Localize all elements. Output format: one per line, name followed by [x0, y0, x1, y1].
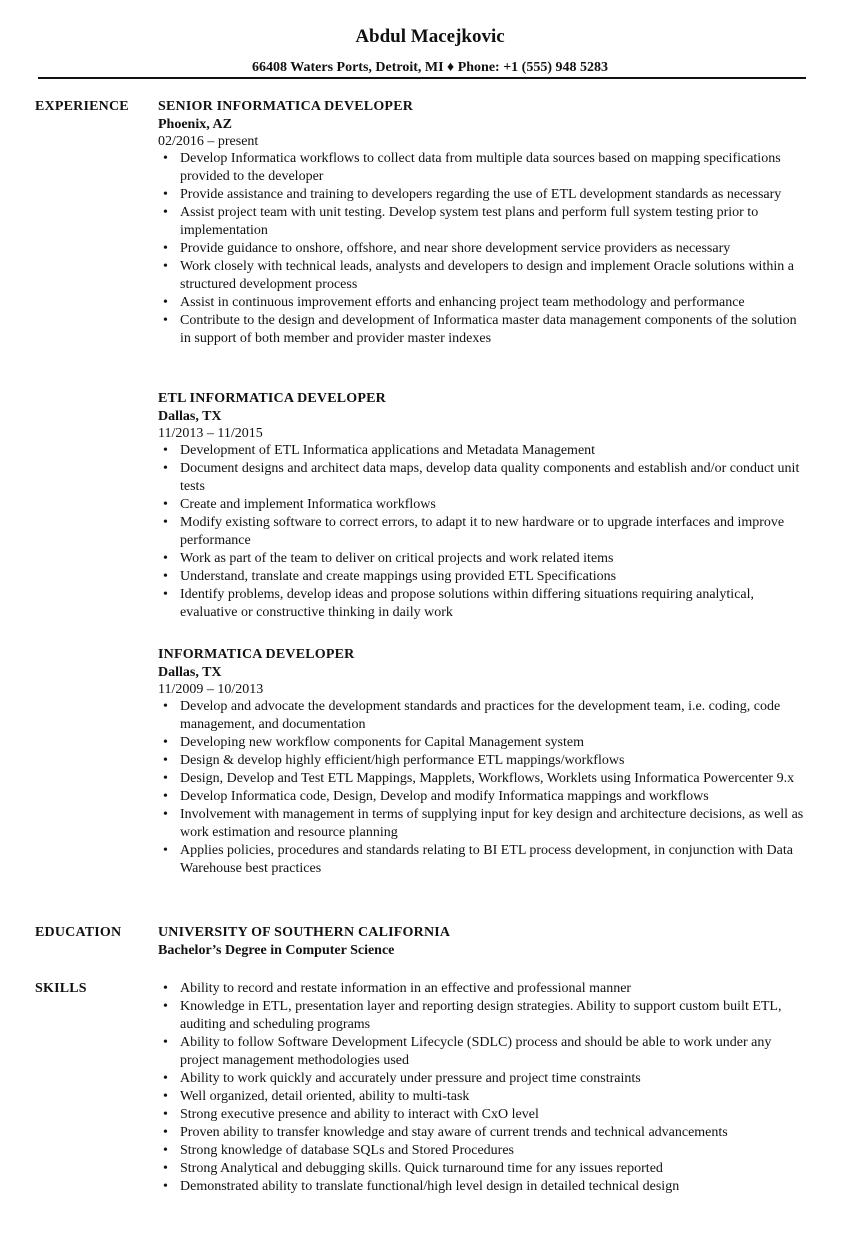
candidate-name: Abdul Macejkovic	[355, 26, 505, 47]
list-item: • Provide assistance and training to developers regarding the use of ETL development standards as necessary	[158, 186, 808, 204]
job-dates: 02/2016 – present	[158, 134, 259, 149]
job-entry	[158, 98, 808, 348]
list-item: • Applies policies, procedures and standards relating to BI ETL process development, in conjunction with Data Warehouse best practices	[158, 842, 808, 878]
list-item: • Involvement with management in terms of supplying input for key design and architecture decisions, as well as work estimation and resource planning	[158, 806, 808, 842]
list-item: • Develop Informatica workflows to collect data from multiple data sources based on mapping specifications provided to the developer	[158, 150, 808, 186]
list-item: • Develop Informatica code, Design, Develop and modify Informatica mappings and workflows	[158, 788, 808, 806]
job-title: INFORMATICA DEVELOPER	[158, 647, 355, 662]
list-item: • Strong Analytical and debugging skills. Quick turnaround time for any issues reported	[158, 1160, 808, 1178]
section-label-education: EDUCATION	[35, 925, 122, 940]
list-item: • Assist in continuous improvement efforts and enhancing project team methodology and performance	[158, 294, 808, 312]
list-item: • Provide guidance to onshore, offshore, and near shore development service providers as necessary	[158, 240, 808, 258]
list-item: • Design & develop highly efficient/high performance ETL mappings/workflows	[158, 752, 808, 770]
list-item: • Identify problems, develop ideas and propose solutions within differing situations requiring analytical, evaluative or constructive thinking in daily work	[158, 586, 808, 622]
list-item: • Demonstrated ability to translate functional/high level design in detailed technical design	[158, 1178, 808, 1196]
list-item: • Ability to follow Software Development Lifecycle (SDLC) process and should be able to work under any project management methodologies used	[158, 1034, 808, 1070]
skills-entry	[158, 980, 808, 1196]
job-bullets	[158, 442, 808, 622]
list-item: • Develop and advocate the development standards and practices for the development team, i.e. coding, code management, and documentation	[158, 698, 808, 734]
school-name: UNIVERSITY OF SOUTHERN CALIFORNIA	[158, 925, 451, 940]
job-entry	[158, 646, 808, 878]
list-item: • Development of ETL Informatica applications and Metadata Management	[158, 442, 808, 460]
education-entry	[158, 924, 808, 959]
list-item: • Document designs and architect data maps, develop data quality components and establish and/or conduct unit tests	[158, 460, 808, 496]
list-item: • Ability to record and restate information in an effective and professional manner	[158, 980, 808, 998]
list-item: • Strong knowledge of database SQLs and Stored Procedures	[158, 1142, 808, 1160]
job-dates: 11/2013 – 11/2015	[158, 426, 263, 441]
list-item: • Work as part of the team to deliver on critical projects and work related items	[158, 550, 808, 568]
list-item: • Developing new workflow components for Capital Management system	[158, 734, 808, 752]
job-location: Dallas, TX	[158, 409, 222, 424]
section-label-experience: EXPERIENCE	[35, 99, 129, 114]
list-item: • Modify existing software to correct errors, to adapt it to new hardware or to upgrade interfaces and improve performance	[158, 514, 808, 550]
job-title: SENIOR INFORMATICA DEVELOPER	[158, 99, 414, 114]
job-dates: 11/2009 – 10/2013	[158, 682, 264, 697]
degree: Bachelor’s Degree in Computer Science	[158, 943, 395, 958]
job-location: Phoenix, AZ	[158, 117, 232, 132]
job-bullets	[158, 150, 808, 348]
header-divider	[38, 77, 806, 79]
contact-line: 66408 Waters Ports, Detroit, MI ♦ Phone: +1 (555) 948 5283	[252, 60, 608, 75]
section-label-skills: SKILLS	[35, 981, 87, 996]
list-item: • Contribute to the design and development of Informatica master data management components of the solution in support of both member and provider master indexes	[158, 312, 808, 348]
list-item: • Design, Develop and Test ETL Mappings, Mapplets, Workflows, Worklets using Informatica Powercenter 9.x	[158, 770, 808, 788]
list-item: • Understand, translate and create mappings using provided ETL Specifications	[158, 568, 808, 586]
list-item: • Ability to work quickly and accurately under pressure and project time constraints	[158, 1070, 808, 1088]
job-title: ETL INFORMATICA DEVELOPER	[158, 391, 386, 406]
list-item: • Well organized, detail oriented, ability to multi-task	[158, 1088, 808, 1106]
job-bullets	[158, 698, 808, 878]
job-location: Dallas, TX	[158, 665, 222, 680]
list-item: • Create and implement Informatica workflows	[158, 496, 808, 514]
list-item: • Assist project team with unit testing. Develop system test plans and perform full system testing prior to implementation	[158, 204, 808, 240]
job-entry	[158, 390, 808, 622]
skills-list	[158, 980, 808, 1196]
list-item: • Proven ability to transfer knowledge and stay aware of current trends and technical advancements	[158, 1124, 808, 1142]
list-item: • Strong executive presence and ability to interact with CxO level	[158, 1106, 808, 1124]
list-item: • Work closely with technical leads, analysts and developers to design and implement Oracle solutions within a structured development process	[158, 258, 808, 294]
list-item: • Knowledge in ETL, presentation layer and reporting design strategies. Ability to support custom built ETL, auditing and scheduling programs	[158, 998, 808, 1034]
